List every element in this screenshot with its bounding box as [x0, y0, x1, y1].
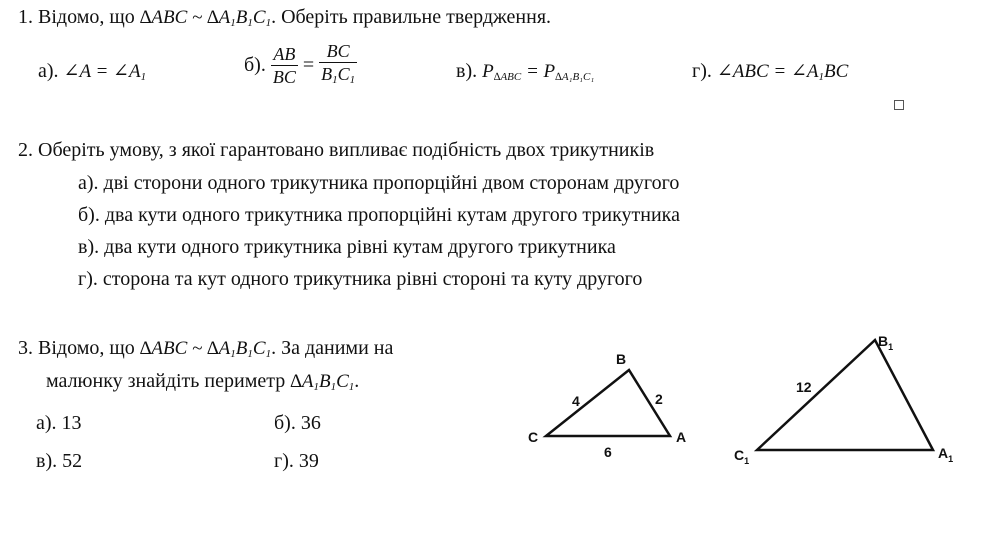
q3-option-c[interactable]: в). 52: [36, 450, 83, 472]
label-a: A: [676, 429, 687, 445]
q1-number: 1.: [18, 6, 33, 28]
q1-option-d-math: ∠ABC = $\angle A_1BC$: [716, 61, 849, 83]
q3-option-d[interactable]: г). 39: [274, 450, 319, 472]
label-c1: $C_1$: [734, 447, 750, 466]
q1-text-a: Відомо, що: [38, 6, 135, 28]
q3-number: 3.: [18, 337, 33, 359]
q2-number: 2.: [18, 139, 33, 161]
label-c: C: [528, 429, 539, 445]
q3-line-2-end: .: [354, 370, 360, 392]
side-ca-label: 6: [604, 444, 612, 460]
label-a1: $A_1$: [938, 445, 954, 464]
triangle-abc: [546, 370, 670, 436]
q3-line-2-math: $\Delta A_1B_1C_1$: [290, 371, 355, 393]
q1-option-b-fraction-2: $\frac{BC}{B_1C_1}$: [321, 41, 356, 86]
q3-text-a: Відомо, що: [38, 337, 135, 359]
q3-line-2-text: малюнку знайдіть периметр: [46, 370, 286, 392]
side-cb-label: 4: [572, 393, 580, 409]
q1-option-d-label: г).: [692, 60, 712, 82]
q3-similarity: ∆ABC ~ $\Delta A_1B_1C_1$: [139, 338, 272, 360]
q1-option-b-fraction-1: $\frac{AB}{BC}$: [272, 44, 296, 87]
label-b1: $B_1$: [878, 333, 894, 352]
side-ba-label: 2: [655, 391, 663, 407]
q1-similarity: ∆ABC ~ $\Delta A_1B_1C_1$: [139, 7, 272, 29]
q1-option-c-label: в).: [456, 60, 478, 82]
q3-option-a[interactable]: а). 13: [36, 412, 82, 434]
q2-option-a[interactable]: а). дві сторони одного трикутника пропорційні двом сторонам другого: [78, 172, 680, 194]
q2-option-d[interactable]: г). сторона та кут одного трикутника рівні стороні та куту другого: [78, 268, 643, 290]
q1-option-c-math: $P_{\Delta ABC} = P_{\Delta A_1B_1C_1}$: [482, 61, 595, 83]
q1-text-b: . Оберіть правильне твердження.: [271, 6, 552, 28]
q1-option-a-label: а).: [38, 60, 59, 82]
q2-option-c[interactable]: в). два кути одного трикутника рівні кутам другого трикутника: [78, 236, 616, 258]
q2-text: Оберіть умову, з якої гарантовано випливає подібність двох трикутників: [38, 139, 655, 161]
side-c1b1-label: 12: [796, 379, 812, 395]
q1-option-b-label: б).: [244, 54, 266, 76]
q3-option-b[interactable]: б). 36: [274, 412, 321, 434]
q3-text-b: . За даними на: [271, 337, 394, 359]
q1-option-b-equals: =: [302, 54, 315, 76]
q2-option-b[interactable]: б). два кути одного трикутника пропорційні кутам другого трикутника: [78, 204, 680, 226]
label-b: B: [616, 351, 627, 367]
q1-option-a-math: ∠A = $\angle A_1$: [63, 61, 147, 83]
triangle-a1b1c1: [757, 340, 933, 450]
